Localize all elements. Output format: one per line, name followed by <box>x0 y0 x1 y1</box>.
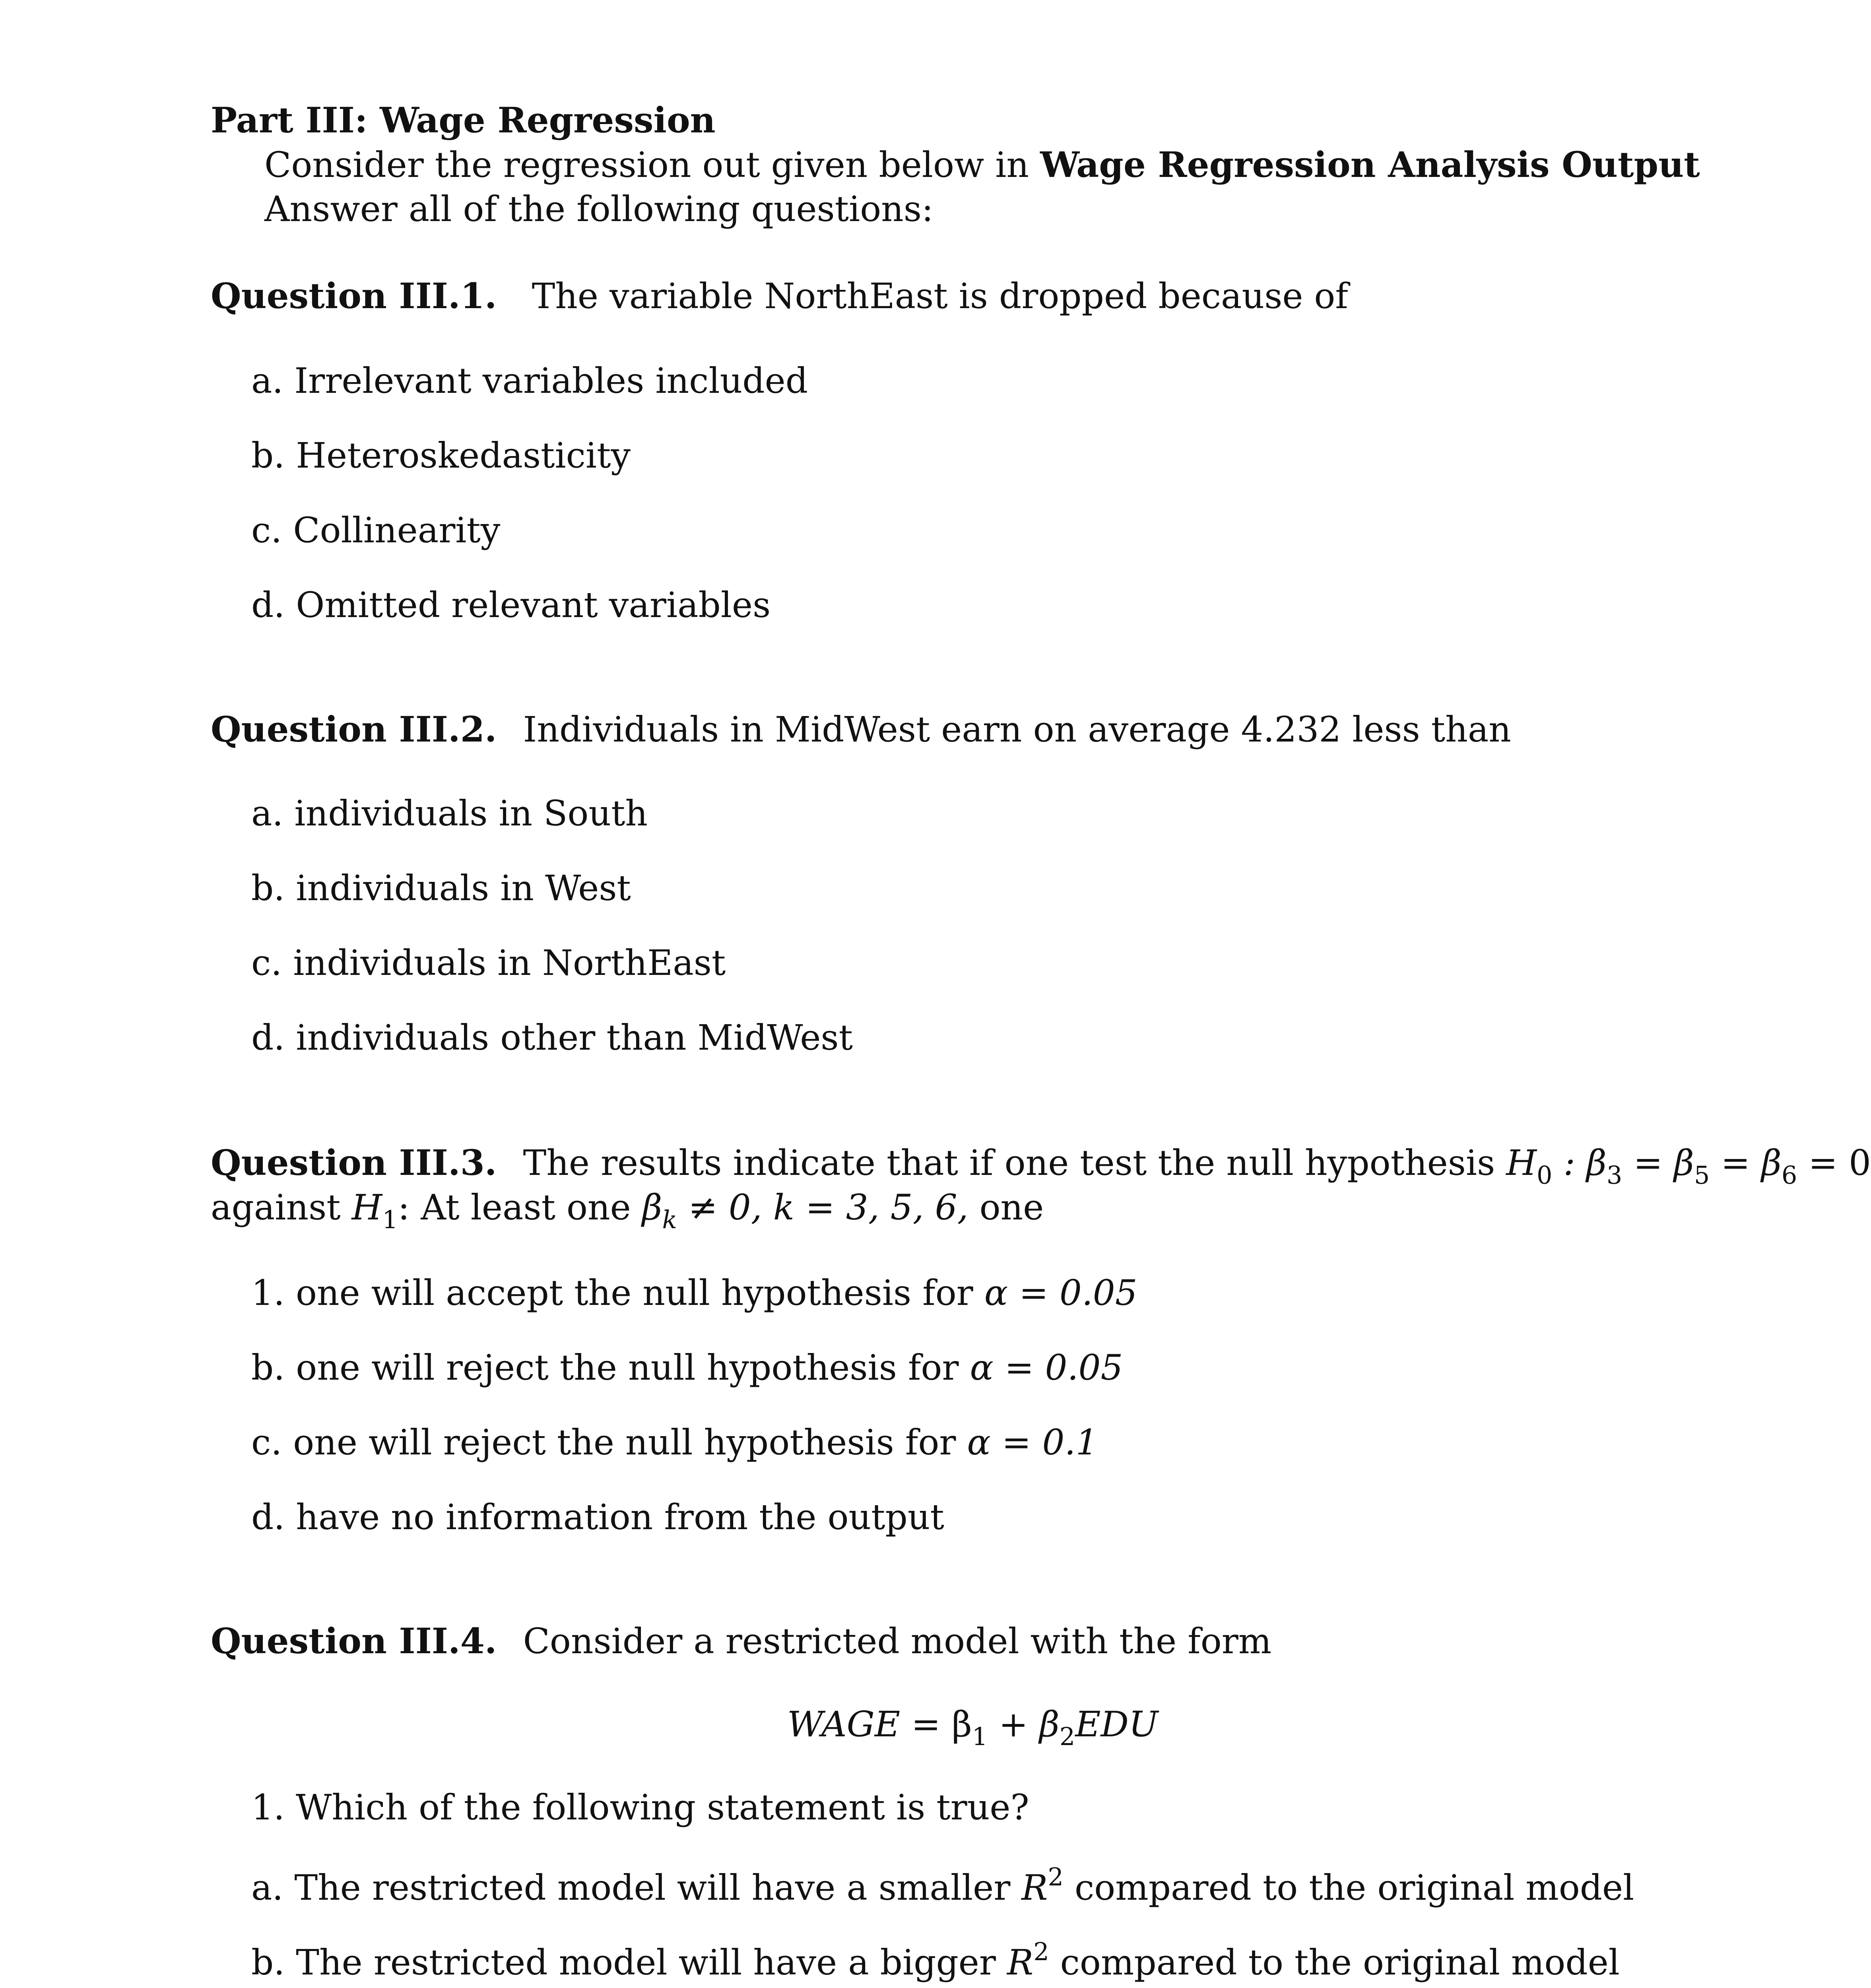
question-3 <box>211 1142 1871 1190</box>
option-text: individuals in West <box>296 868 631 909</box>
option-text: individuals in NorthEast <box>293 942 726 983</box>
option-marker: b. <box>251 435 285 476</box>
option-text: individuals other than MidWest <box>296 1017 853 1058</box>
q4-option-a: a. The restricted model will have a smaller $R^2$ compared to the original model <box>251 1862 1634 1908</box>
option-marker: d. <box>251 1497 285 1538</box>
restricted-model-equation: WAGE = $\beta_1 + \beta_2EDU$ <box>787 1704 1159 1751</box>
q2-option-d <box>251 1017 853 1058</box>
option-marker: a. <box>251 360 283 401</box>
option-marker: c. <box>251 510 282 551</box>
question-3-label: Question III.3. <box>211 1142 497 1183</box>
option-math: α = 0.05 <box>984 1272 1137 1313</box>
option-text: individuals in South <box>294 793 648 834</box>
option-text: have no information from the output <box>296 1497 944 1538</box>
option-text: one will reject the null hypothesis for <box>293 1422 956 1463</box>
question-3-line-2: against $H_1$: At least one $\beta_k \ne 0$, k = 3, 5, 6, one <box>211 1187 1044 1234</box>
option-text: one will accept the null hypothesis for <box>295 1272 973 1313</box>
q2-option-c <box>251 942 726 983</box>
intro-bold-reference: Wage Regression Analysis Output <box>1040 144 1700 185</box>
question-2 <box>211 709 1511 750</box>
q3-option-1 <box>251 1272 1137 1313</box>
option-text: Heteroskedasticity <box>296 435 631 476</box>
question-2-text: Individuals in MidWest earn on average 4.232 less than <box>523 709 1511 750</box>
alt-hypothesis-symbol: $H_1$ <box>351 1187 398 1234</box>
option-math: α = 0.05 <box>970 1347 1123 1388</box>
part-title: Part III: Wage Regression <box>211 99 716 141</box>
r-squared: $R^2$ <box>1021 1862 1064 1908</box>
question-4 <box>211 1620 1272 1662</box>
question-4-label: Question III.4. <box>211 1620 497 1662</box>
null-hypothesis-formula: $H_0$ : $\beta_3 = \beta_5 = \beta_6 = 0$ <box>1506 1142 1871 1190</box>
option-marker: b. <box>251 1347 285 1388</box>
option-math: α = 0.1 <box>967 1422 1098 1463</box>
option-text: one will reject the null hypothesis for <box>296 1347 959 1388</box>
option-text: Collinearity <box>293 510 501 551</box>
q3-option-d <box>251 1497 944 1538</box>
option-marker: a. <box>251 1867 283 1908</box>
r-squared: $R^2$ <box>1007 1937 1049 1983</box>
option-marker: b. <box>251 1942 285 1983</box>
option-marker: 1. <box>251 1272 285 1313</box>
intro-text: Consider the regression out given below in <box>264 144 1029 185</box>
option-marker: b. <box>251 868 285 909</box>
part-intro-line-1 <box>264 144 1700 185</box>
alt-hypothesis-formula: $\beta_k \ne 0$, k = 3, 5, 6, <box>642 1187 968 1234</box>
question-2-label: Question III.2. <box>211 709 497 750</box>
q1-option-a <box>251 360 808 401</box>
q3-option-b <box>251 1347 1123 1388</box>
option-marker: d. <box>251 584 285 625</box>
q4-sub-question <box>251 1787 1029 1828</box>
option-text: Which of the following statement is true? <box>295 1787 1029 1828</box>
question-1-label: Question III.1. <box>211 275 497 316</box>
option-marker: c. <box>251 942 282 983</box>
question-1-text: The variable NorthEast is dropped because of <box>532 276 1348 316</box>
option-text: Omitted relevant variables <box>296 584 771 625</box>
q1-option-b <box>251 435 631 476</box>
option-marker: a. <box>251 793 283 834</box>
q1-option-d <box>251 584 771 625</box>
q1-option-c <box>251 510 501 551</box>
q3-option-c <box>251 1422 1098 1463</box>
question-1 <box>211 275 1348 316</box>
option-marker: c. <box>251 1422 282 1463</box>
q2-option-b <box>251 868 631 909</box>
option-text: Irrelevant variables included <box>294 360 808 401</box>
q4-option-b: b. The restricted model will have a bigger $R^2$ compared to the original model <box>251 1937 1620 1983</box>
question-3-text: The results indicate that if one test the null hypothesis <box>523 1142 1495 1183</box>
part-intro-line-2: Answer all of the following questions: <box>264 188 934 229</box>
option-marker: 1. <box>251 1787 285 1828</box>
option-marker: d. <box>251 1017 285 1058</box>
q2-option-a <box>251 793 648 834</box>
question-4-text: Consider a restricted model with the form <box>523 1621 1272 1662</box>
